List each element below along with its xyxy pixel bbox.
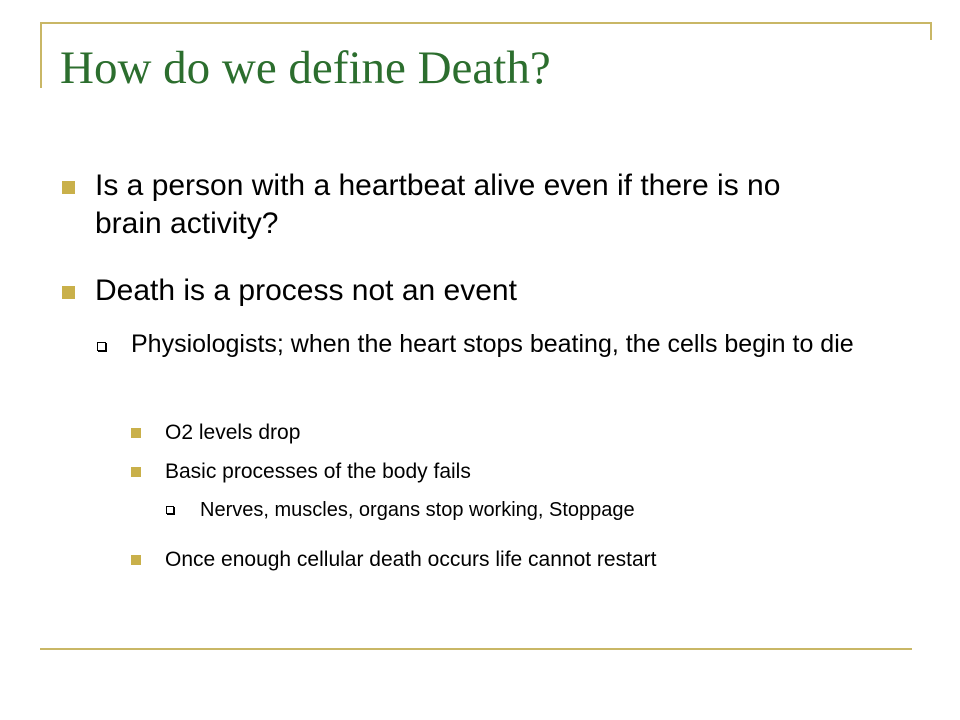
frame-top-line (40, 22, 932, 24)
frame-bottom-line (40, 648, 912, 650)
bullet-text: Is a person with a heartbeat alive even if there is no brain activity? (95, 169, 781, 240)
sub-sub-bullet-text: Once enough cellular death occurs life cannot restart (165, 548, 657, 571)
bullet-text: Death is a process not an event (95, 274, 517, 307)
checkbox-bullet-icon (97, 342, 106, 351)
frame-right-line (930, 22, 932, 40)
sub-sub-bullet-text: Basic processes of the body fails (165, 460, 471, 483)
square-bullet-icon (131, 428, 141, 438)
square-bullet-icon (62, 181, 75, 194)
square-bullet-icon (62, 286, 75, 299)
sub-bullet-text: Physiologists; when the heart stops beating, the cells begin to die (131, 330, 854, 358)
square-bullet-icon (131, 555, 141, 565)
checkbox-bullet-icon (166, 506, 174, 514)
slide-title: How do we define Death? (60, 42, 551, 94)
sub-sub-bullet-text: O2 levels drop (165, 421, 301, 444)
frame-left-line (40, 22, 42, 88)
sub-sub-sub-bullet-text: Nerves, muscles, organs stop working, Stoppage (200, 499, 635, 521)
square-bullet-icon (131, 467, 141, 477)
